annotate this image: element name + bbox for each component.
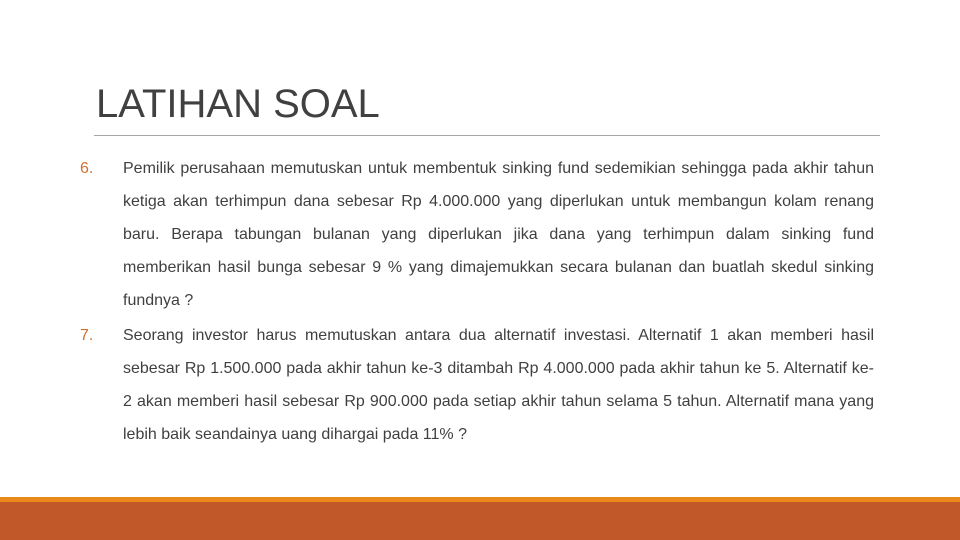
question-list xyxy=(80,152,874,451)
question-item-7 xyxy=(80,319,874,451)
question-text: Pemilik perusahaan memutuskan untuk membentuk sinking fund sedemikian sehingga pada akhir tahun ketiga akan terhimpun dana sebesar Rp 4.000.000 yang diperlukan untuk membangun kolam renang baru. Berapa tabungan bulanan yang diperlukan jika dana yang terhimpun dalam sinking fund memberikan hasil bunga sebesar 9 % yang dimajemukkan secara bulanan dan buatlah skedul sinking fundnya ? xyxy=(123,160,874,309)
question-number: 7. xyxy=(80,327,94,344)
question-number: 6. xyxy=(80,160,94,177)
title-divider xyxy=(94,135,880,136)
slide-title: LATIHAN SOAL xyxy=(96,82,380,126)
question-text: Seorang investor harus memutuskan antara dua alternatif investasi. Alternatif 1 akan memberi hasil sebesar Rp 1.500.000 pada akhir tahun ke-3 ditambah Rp 4.000.000 pada akhir tahun ke 5. Alternatif ke-2 akan memberi hasil sebesar Rp 900.000 pada setiap akhir tahun selama 5 tahun. Alternatif mana yang lebih baik seandainya uang dihargai pada 11% ? xyxy=(123,327,874,443)
question-item-6 xyxy=(80,152,874,317)
footer-bar xyxy=(0,502,960,540)
